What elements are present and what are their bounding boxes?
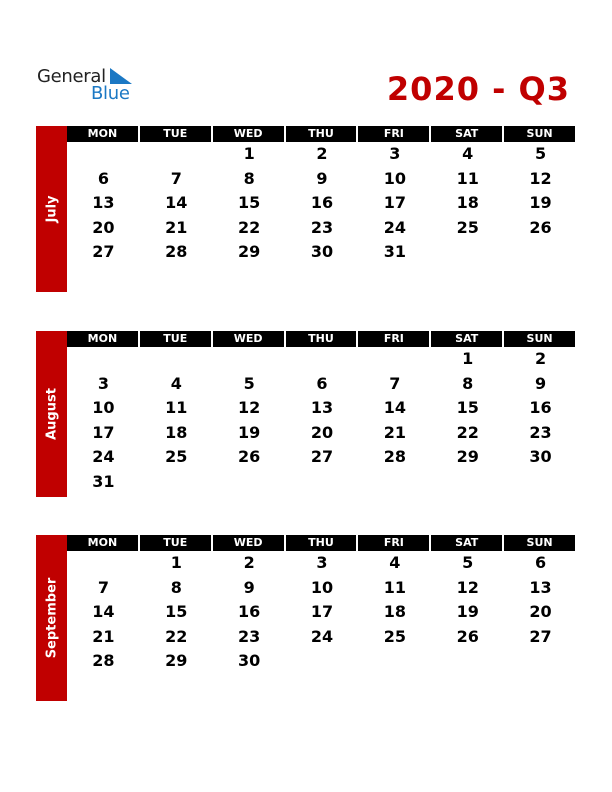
weekday-header: FRI [358, 535, 431, 551]
day-cell: 23 [238, 626, 261, 646]
day-cell: 9 [243, 577, 255, 597]
day-cell: 16 [529, 398, 552, 418]
day-cell [67, 142, 140, 167]
day-cell: 4 [462, 144, 474, 163]
day-cell [140, 470, 213, 495]
weekday-header: SAT [431, 535, 504, 551]
day-cell: 18 [165, 422, 188, 442]
day-cell [431, 649, 504, 674]
day-cell: 1 [170, 553, 182, 572]
weekday-header: THU [286, 126, 359, 142]
weekday-header: WED [213, 126, 286, 142]
day-cell: 11 [165, 398, 188, 418]
day-cell [358, 470, 431, 495]
day-cell: 13 [310, 398, 334, 418]
day-cell: 18 [456, 193, 479, 213]
weekday-header: WED [213, 331, 286, 347]
day-cell: 15 [238, 193, 261, 213]
weekday-header: THU [286, 535, 359, 551]
day-cell: 17 [383, 193, 406, 213]
day-cell: 22 [165, 626, 188, 646]
day-cell: 5 [462, 553, 474, 572]
day-cell: 14 [92, 602, 115, 622]
month-block-august [36, 331, 577, 497]
day-cell: 1 [243, 144, 255, 163]
day-cell: 19 [529, 193, 552, 213]
day-cell: 25 [456, 217, 479, 237]
day-cell: 19 [238, 422, 261, 442]
day-cell: 3 [316, 553, 328, 572]
day-cell [286, 649, 359, 674]
day-cell: 28 [165, 242, 188, 262]
day-cell: 14 [165, 193, 188, 213]
weekday-header: TUE [140, 535, 213, 551]
day-cell: 12 [456, 577, 479, 597]
day-cell [213, 347, 286, 372]
day-cell: 6 [534, 553, 547, 572]
day-cell: 22 [456, 422, 479, 442]
day-cell [140, 142, 213, 167]
day-cell: 8 [462, 373, 474, 393]
day-cell [358, 649, 431, 674]
day-cell: 20 [529, 602, 552, 622]
weekday-header: MON [67, 331, 140, 347]
weekday-header: SAT [431, 126, 504, 142]
day-cell: 29 [456, 447, 479, 467]
month-block-july [36, 126, 577, 292]
day-cell: 23 [529, 422, 552, 442]
day-cell: 28 [92, 651, 115, 671]
day-cell: 20 [310, 422, 334, 442]
logo-text-blue: Blue [91, 83, 130, 104]
day-cell: 25 [383, 626, 406, 646]
day-cell: 4 [389, 553, 401, 572]
day-cell: 20 [92, 217, 115, 237]
weekday-header: FRI [358, 126, 431, 142]
day-cell: 21 [165, 217, 188, 237]
month-block-september [36, 535, 577, 701]
day-cell: 9 [534, 373, 547, 393]
day-cell: 24 [383, 217, 406, 237]
day-cell [504, 240, 577, 265]
day-cell: 28 [383, 447, 406, 467]
day-cell: 15 [165, 602, 188, 622]
day-cell [286, 470, 359, 495]
day-cell: 7 [97, 577, 109, 597]
day-cell: 9 [316, 168, 328, 188]
day-cell [431, 240, 504, 265]
day-cell: 7 [170, 168, 182, 188]
day-cell: 17 [92, 422, 115, 442]
month-label-bar [36, 126, 67, 292]
month-name: September [44, 577, 59, 659]
day-cell: 26 [529, 217, 552, 237]
month-label-bar [36, 331, 67, 497]
day-cell [358, 347, 431, 372]
day-cell: 23 [310, 217, 334, 237]
weekday-header: MON [67, 535, 140, 551]
weekday-header: TUE [140, 331, 213, 347]
weekday-header: SUN [504, 535, 577, 551]
weekday-header: WED [213, 535, 286, 551]
logo-triangle-icon [110, 68, 132, 84]
weekday-header: SUN [504, 126, 577, 142]
day-cell: 30 [238, 651, 261, 671]
day-cell: 12 [529, 168, 552, 188]
day-cell: 31 [92, 471, 115, 491]
day-cell [67, 551, 140, 576]
weekday-header: SUN [504, 331, 577, 347]
weekday-header: TUE [140, 126, 213, 142]
month-grid [67, 126, 577, 265]
day-cell: 27 [310, 447, 334, 467]
day-cell: 2 [534, 349, 547, 368]
day-cell: 24 [92, 447, 115, 467]
weekday-header: FRI [358, 331, 431, 347]
day-cell: 27 [529, 626, 552, 646]
month-label-bar [36, 535, 67, 701]
day-cell: 8 [243, 168, 255, 188]
day-cell: 29 [238, 242, 261, 262]
day-cell: 7 [389, 373, 401, 393]
day-cell: 30 [529, 447, 552, 467]
day-cell: 2 [243, 553, 255, 572]
day-cell: 21 [383, 422, 406, 442]
day-cell: 27 [92, 242, 115, 262]
day-cell: 11 [383, 577, 406, 597]
day-cell: 6 [97, 168, 109, 188]
day-cell: 26 [456, 626, 479, 646]
day-cell [67, 347, 140, 372]
day-cell [140, 347, 213, 372]
day-cell [431, 470, 504, 495]
month-grid [67, 331, 577, 495]
day-cell [213, 470, 286, 495]
day-cell [286, 347, 359, 372]
month-grid [67, 535, 577, 674]
day-cell: 15 [456, 398, 479, 418]
weekday-header: SAT [431, 331, 504, 347]
weekday-header: MON [67, 126, 140, 142]
day-cell: 8 [170, 577, 182, 597]
day-cell: 12 [238, 398, 261, 418]
month-name: August [44, 388, 59, 440]
day-cell: 29 [165, 651, 188, 671]
day-cell: 13 [529, 577, 552, 597]
generalblue-logo [37, 66, 147, 106]
day-cell: 16 [238, 602, 261, 622]
day-cell: 24 [310, 626, 334, 646]
day-cell: 13 [92, 193, 115, 213]
day-cell: 11 [456, 168, 479, 188]
day-cell: 22 [238, 217, 261, 237]
day-cell: 25 [165, 447, 188, 467]
day-cell: 30 [310, 242, 334, 262]
day-cell: 4 [170, 373, 182, 393]
logo-text-general: General [37, 66, 106, 87]
day-cell: 21 [92, 626, 115, 646]
day-cell: 6 [316, 373, 328, 393]
day-cell: 3 [97, 373, 109, 393]
day-cell: 26 [238, 447, 261, 467]
day-cell: 10 [383, 168, 406, 188]
day-cell: 18 [383, 602, 406, 622]
day-cell: 16 [310, 193, 334, 213]
month-name: July [44, 195, 59, 223]
quarter-title: 2020 - Q3 [386, 70, 570, 108]
day-cell: 17 [310, 602, 334, 622]
day-cell [504, 470, 577, 495]
day-cell: 10 [92, 398, 115, 418]
weekday-header: THU [286, 331, 359, 347]
day-cell: 5 [534, 144, 547, 163]
day-cell: 14 [383, 398, 406, 418]
day-cell: 1 [462, 349, 474, 368]
day-cell: 2 [316, 144, 328, 163]
day-cell: 3 [389, 144, 401, 163]
day-cell: 10 [310, 577, 334, 597]
day-cell: 5 [243, 373, 255, 393]
day-cell: 31 [383, 242, 406, 262]
day-cell: 19 [456, 602, 479, 622]
day-cell [504, 649, 577, 674]
